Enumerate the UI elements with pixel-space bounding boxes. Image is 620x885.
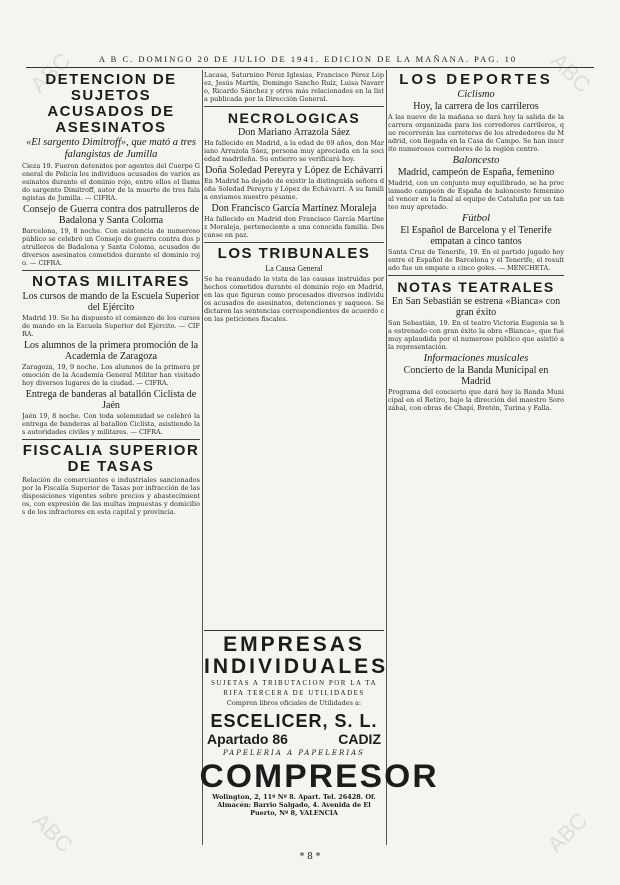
headline-deportes: LOS DEPORTES	[399, 71, 553, 88]
article-body: Zaragoza, 19, 9 noche. Los alumnos de la primera promoción de la Academia General Militar han visitado hoy diversos lugares de la ciudad. — CIFRA.	[22, 363, 200, 387]
header-rule	[26, 67, 594, 68]
ad-subtitle-1: SUJETAS A TRIBUTACION POR LA TA	[210, 679, 378, 687]
subhead-pereyra: Doña Soledad Pereyra y López de Echávarri	[205, 165, 383, 176]
ad-apartado: Apartado 86	[207, 731, 288, 747]
article-body: En Madrid ha dejado de existir la distinguida señora doña Soledad Pereyra y López de Echávarri. A su familia enviamos nuestro pésame.	[204, 177, 384, 201]
page-footer: * 8 *	[299, 852, 321, 862]
subhead-consejo-guerra: Consejo de Guerra contra dos patrulleros de Badalona y Santa Coloma	[22, 204, 200, 226]
watermark-top-left: ABC	[25, 47, 76, 98]
subhead-cursos-mando: Los cursos de mando de la Escuela Superior del Ejército	[22, 291, 200, 313]
article-body: Barcelona, 19, 8 noche. Con asistencia de numeroso público se celebró un Consejo de guerra contra dos patrulleros de Badalona y Santa Coloma, acusados de diversos asesinatos cometidos durante el dominio rojo. — CIFRA.	[22, 227, 200, 267]
article-body: Se ha reanudado la vista de las causas instruidas por hechos cometidos durante el dominio rojo en Madrid, en las que figuran como procesados diversos individuos acusados de asesinatos, detenciones y saqueos. Se dictaron las sentencias correspondientes de acuerdo con las peticiones fiscales.	[204, 275, 384, 323]
ad-address: Wolington, 2, 11º Nº 8. Apart. Tel. 26428. Of. Almacén: Barrio Salgado, 4. Avenida de El Puerto, Nº 8, VALENCIA	[212, 793, 376, 817]
section-divider	[204, 106, 384, 107]
article-body: A las nueve de la mañana se dará hoy la salida de la carrera organizada para los corredores carrileros, que recorrerán las carreteras de los alrededores de Madrid, con llegada en la Casa de Campo. Se han inscrito numerosos corredores de la región centro.	[388, 113, 564, 153]
column-3	[388, 70, 564, 845]
article-body: Madrid, con un conjunto muy equilibrado, se ha proclamado campeón de España de baloncesto femenino al vencer en la final al equipo de Cataluña por un tanteo muy apretado.	[388, 179, 564, 211]
advertisement	[199, 633, 439, 846]
article-body: Relación de comerciantes e industriales sancionados por la Fiscalía Superior de Tasas por infracción de las disposiciones vigentes sobre precios y abastecimientos, con expresión de las multas impuestas y domicilios de los infractores en esta capital y provincia.	[22, 476, 200, 516]
ad-company: ESCELICER, S. L.	[210, 711, 378, 731]
article-body: Santa Cruz de Tenerife, 19. En el partido jugado hoy entre el Español de Barcelona y el Tenerife, el resultado fue un empate a cinco goles. — MENCHETA.	[388, 248, 564, 272]
section-divider	[204, 242, 384, 243]
subhead-banderas-jaen: Entrega de banderas al batallón Ciclista de Jaén	[25, 389, 197, 411]
column-1	[22, 70, 200, 845]
article-body: Ha fallecido en Madrid don Francisco García Martínez Moraleja, perteneciente a una conocida familia. Descanse en paz.	[204, 215, 384, 239]
subhead-bianca: En San Sebastián se estrena «Bianca» con gran éxito	[391, 296, 561, 318]
headline-necrologicas: NECROLOGICAS	[227, 110, 361, 126]
article-body: Lacasa, Saturnino Pérez Iglesias, Francisco Pérez López, Jesús Martín, Domingo Sancho Ruiz, Luisa Navarro, Ricardo Sánchez y otros más relacionados en la lista publicada por la Dirección General.	[204, 71, 384, 103]
ad-line-individuales: INDIVIDUALES	[204, 655, 389, 678]
article-body: Cieza 19. Fueron detenidos por agentes del Cuerpo General de Policía los individuos acusados de varios asesinatos durante el dominio rojo, entre ellos el llamado sargento Dimitroff, autor de la muerte de tres falangistas de Jumilla. — CIFRA.	[22, 162, 200, 202]
page-header: A B C. DOMINGO 20 DE JULIO DE 1941. EDICION DE LA MAÑANA. PAG. 10	[98, 54, 518, 64]
subhead-academia-zaragoza: Los alumnos de la primera promoción de la Academia de Zaragoza	[23, 340, 199, 362]
subhead-ciclismo: Ciclismo	[457, 89, 495, 100]
subhead-informaciones-musicales: Informaciones musicales	[423, 353, 529, 364]
watermark-bottom-left: ABC	[28, 807, 78, 858]
ad-tagline: PAPELERIA A PAPELERIAS	[223, 749, 365, 757]
headline-fiscalia: FISCALIA SUPERIOR DE TASAS	[22, 442, 200, 475]
article-body: Ha fallecido en Madrid, a la edad de 69 años, don Mariano Arrazola Sáez, persona muy apreciada en la sociedad madrileña. Su entierro se verificará hoy.	[204, 139, 384, 163]
ad-subtitle-2: RIFA TERCERA DE UTILIDADES	[223, 689, 365, 697]
ad-top-rule	[204, 630, 384, 631]
article-body: Jaén 19, 8 noche. Con toda solemnidad se celebró la entrega de banderas al batallón Ciclista, asistiendo las autoridades civiles y militares. — CIFRA.	[22, 412, 200, 436]
article-body: Madrid 19. Se ha dispuesto el comienzo de los cursos de mando en la Escuela Superior del Ejército. — CIFRA.	[22, 314, 200, 338]
watermark-bottom-right: ABC	[542, 807, 593, 858]
subhead-garcia-martinez: Don Francisco García Martínez Moraleja	[211, 203, 377, 214]
headline-notas-militares: NOTAS MILITARES	[32, 273, 190, 290]
subhead-madrid-campeon: Madrid, campeón de España, femenino	[397, 167, 555, 178]
subhead-futbol: Fútbol	[462, 213, 490, 224]
column-2	[204, 70, 384, 630]
article-body: San Sebastián, 19. En el teatro Victoria Eugenia se ha estrenado con gran éxito la obra «Bianca», que fué muy aplaudida por el numeroso público que asistió a la representación.	[388, 319, 564, 351]
subhead-baloncesto: Baloncesto	[452, 155, 500, 166]
watermark-top-right: ABC	[546, 47, 596, 98]
subhead-espanol-tenerife: El Español de Barcelona y el Tenerife empatan a cinco tantos	[400, 225, 552, 247]
subhead-causa-general: La Causa General	[265, 264, 323, 273]
ad-line-empresas: EMPRESAS	[223, 633, 365, 656]
ad-contact-row	[204, 731, 384, 747]
ad-city: CADIZ	[338, 731, 381, 747]
subhead-banda-municipal: Concierto de la Banda Municipal en Madrid	[403, 365, 549, 387]
column-separator-2	[386, 70, 387, 845]
ad-brand-compresor: COMPRESOR	[199, 758, 439, 794]
subhead-carrileros: Hoy, la carrera de los carrileros	[413, 101, 539, 112]
article-body: Programa del concierto que dará hoy la Banda Municipal en el Retiro, bajo la dirección del maestro Sorozábal, con obras de Chapí, Bretón, Turina y Falla.	[388, 388, 564, 412]
column-separator-1	[202, 70, 203, 845]
section-divider	[22, 270, 200, 271]
section-divider	[388, 275, 564, 276]
headline-detencion: DETENCION DE SUJETOS ACUSADOS DE ASESINATOS	[45, 71, 177, 136]
subhead-arrazola: Don Mariano Arrazola Sáez	[238, 127, 350, 138]
headline-tribunales: LOS TRIBUNALES	[217, 245, 371, 262]
subhead-dimitroff: «El sargento Dimitroff», que mató a tres falangistas de Jumilla	[25, 137, 197, 160]
ad-body: Compren libros oficiales de Utilidades a:	[226, 699, 362, 707]
section-divider	[22, 439, 200, 440]
headline-notas-teatrales: NOTAS TEATRALES	[397, 279, 555, 295]
